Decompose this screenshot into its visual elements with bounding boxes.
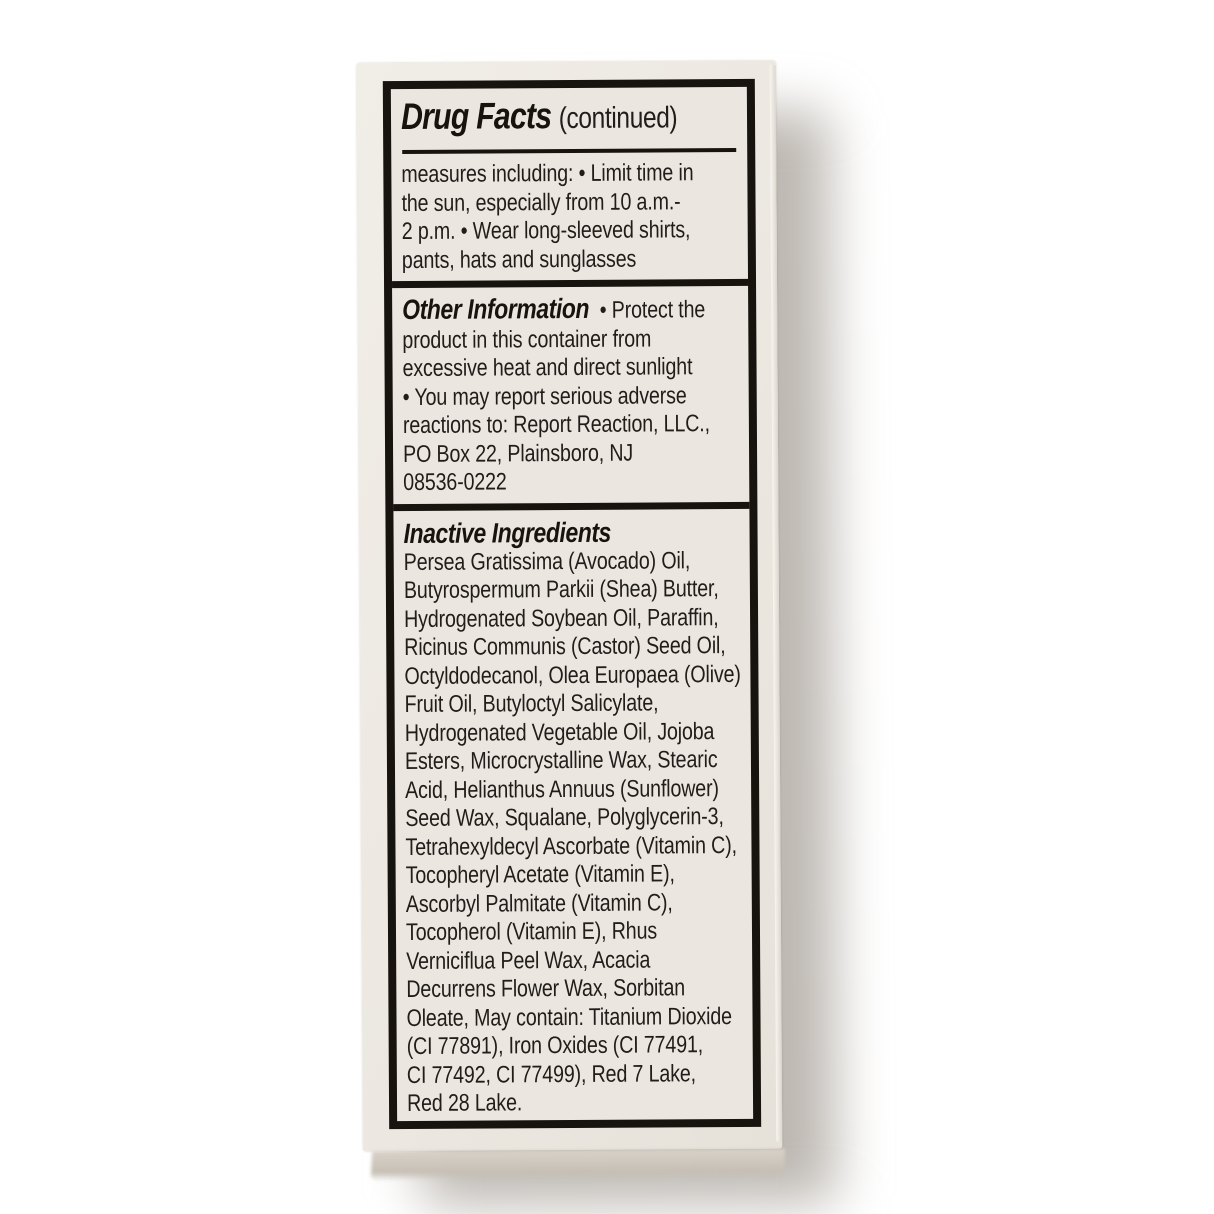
sun-protection-text: measures including: • Limit time in the sun, especially from 10 a.m.- 2 p.m. • Wear long-sleeved shirts, pants, hats and sunglasses (401, 159, 694, 274)
drug-facts-panel (383, 79, 761, 1129)
box-bottom-face (371, 1149, 785, 1182)
other-information-heading-rest: • Protect the (589, 296, 706, 324)
inactive-ingredients-heading: Inactive Ingredients (403, 516, 612, 549)
inactive-ingredients-block (403, 516, 743, 1118)
title-rule (402, 148, 736, 154)
other-information-block (402, 294, 739, 498)
panel-title-row (401, 95, 737, 145)
section-inactive-ingredients (393, 501, 753, 1124)
inactive-ingredients-text: Persea Gratissima (Avocado) Oil, Butyrospermum Parkii (Shea) Butter, Hydrogenated Soybean Oil, Paraffin, Ricinus Communis (Castor) Seed Oil, Octyldodecanol, Olea Europaea (Olive) Fruit Oil, Butyloctyl Salicylate, Hydrogenated Vegetable Oil, Jojoba Esters, Microcrystalline Wax, Stearic Acid, Helianthus Annuus (Sunflower) Seed Wax, Squalane, Polyglycerin-3, Tetrahexyldecyl Ascorbate (Vitamin C), Tocopheryl Acetate (Vitamin E), Ascorbyl Palmitate (Vitamin C), Tocopherol (Vitamin E), Rhus Verniciflua Peel Wax, Acacia Decurrens Flower Wax, Sorbitan Oleate, May contain: Titanium Dioxide (CI 77891), Iron Oxides (CI 77491, CI 77492, CI 77499), Red 7 Lake, Red 28 Lake. (403, 546, 741, 1118)
product-box (357, 61, 783, 1152)
other-information-first-line (402, 294, 738, 327)
panel-title-suffix: (continued) (558, 101, 678, 136)
other-information-heading: Other Information (402, 292, 590, 326)
panel-title: Drug Facts (400, 95, 552, 138)
section-drug-facts-continued (391, 87, 748, 281)
other-information-text: product in this container from excessive heat and direct sunlight • You may report serious adverse reactions to: Report Reaction, LLC., PO Box 22, Plainsboro, NJ 08536-0222 (402, 324, 710, 497)
section-other-information (392, 279, 749, 504)
